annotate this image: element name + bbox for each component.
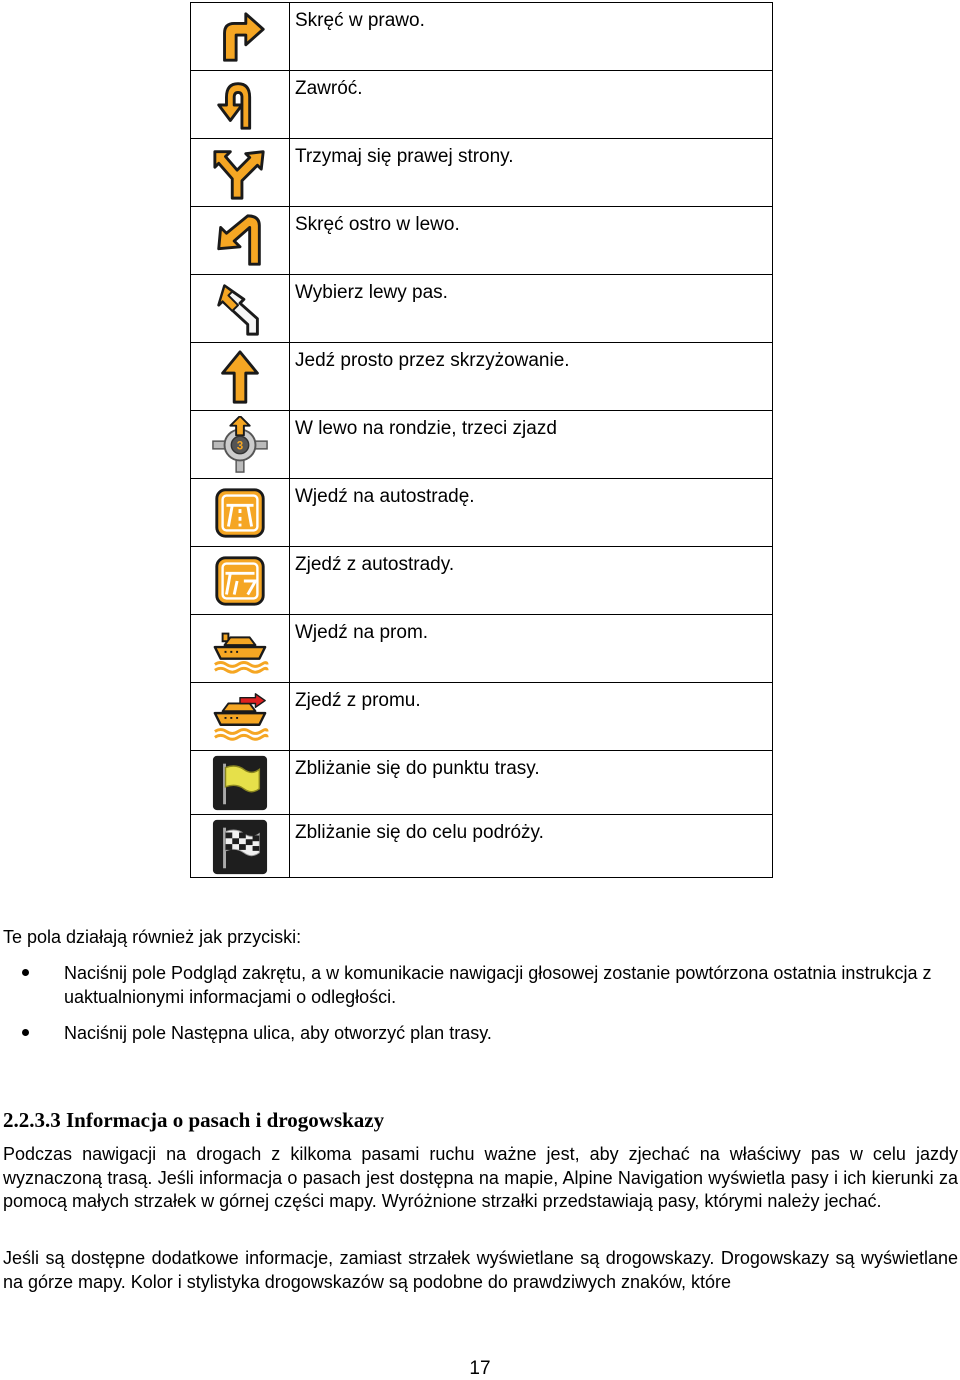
table-row: [191, 3, 772, 71]
waypoint-flag-icon: [211, 754, 269, 812]
table-row: [191, 815, 772, 879]
maneuver-label: Jedź prosto przez skrzyżowanie.: [295, 350, 570, 371]
page-number: 17: [469, 1358, 491, 1379]
list-item: Naciśnij pole Następna ulica, aby otworzyć plan trasy.: [64, 1023, 492, 1043]
motorway-exit-icon: [211, 552, 269, 610]
ferry-enter-icon: [211, 620, 269, 678]
maneuver-label: Trzymaj się prawej strony.: [295, 146, 514, 167]
maneuver-label: Zbliżanie się do punktu trasy.: [295, 758, 540, 779]
section-heading: 2.2.3.3 Informacja o pasach i drogowskazy: [3, 1108, 385, 1132]
maneuver-label: Skręć ostro w lewo.: [295, 214, 460, 235]
ferry-exit-icon: [211, 688, 269, 746]
table-row: [191, 683, 772, 751]
maneuver-table: [190, 2, 773, 878]
roundabout-exit-number: 3: [236, 438, 244, 452]
table-row: [191, 71, 772, 139]
maneuver-label: Wjedź na autostradę.: [295, 486, 475, 507]
body-paragraph: Podczas nawigacji na drogach z kilkoma pasami ruchu ważne jest, aby zjechać na właściwy pas w celu jazdy wyznaczoną trasą. Jeśli informacja o pasach jest dostępna na mapie, Alpine Navigation wyświetla pasy i ich kierunki za pomocą małych strzałek w górnej części mapy. Wyróżnione strzałki przedstawiają pasy, którymi należy jechać.: [3, 1144, 958, 1211]
sharp-left-icon: [211, 212, 269, 270]
keep-right-icon: [211, 144, 269, 202]
table-row: [191, 547, 772, 615]
straight-icon: [211, 348, 269, 406]
table-row: [191, 479, 772, 547]
maneuver-label: Zawróć.: [295, 78, 363, 99]
roundabout-icon: [211, 416, 269, 474]
left-lane-icon: [211, 280, 269, 338]
list-item: Naciśnij pole Podgląd zakrętu, a w komunikacie nawigacji głosowej zostanie powtórzona ostatnia instrukcja z uaktualnionymi informacjami o odległości.: [64, 963, 932, 1007]
u-turn-icon: [211, 76, 269, 134]
table-row: [191, 615, 772, 683]
maneuver-label: W lewo na rondzie, trzeci zjazd: [295, 418, 557, 439]
maneuver-label: Zbliżanie się do celu podróży.: [295, 822, 544, 843]
maneuver-label: Wjedź na prom.: [295, 622, 429, 643]
destination-flag-icon: [211, 818, 269, 876]
bullet-dot: [22, 1029, 29, 1036]
table-row: [191, 751, 772, 815]
table-row: [191, 207, 772, 275]
maneuver-label: Skręć w prawo.: [295, 10, 425, 31]
maneuver-label: Zjedź z autostrady.: [295, 554, 455, 575]
turn-right-icon: [211, 8, 269, 66]
body-paragraph: Jeśli są dostępne dodatkowe informacje, zamiast strzałek wyświetlane są drogowskazy. Drogowskazy są wyświetlane na górze mapy. Kolor i stylistyka drogowskazów są podobne do prawdziwych znaków, które: [3, 1248, 958, 1292]
intro-text: Te pola działają również jak przyciski:: [3, 927, 302, 947]
bullet-dot: [22, 969, 29, 976]
table-row: [191, 411, 772, 479]
motorway-enter-icon: [211, 484, 269, 542]
maneuver-label: Wybierz lewy pas.: [295, 282, 448, 303]
table-row: [191, 139, 772, 207]
table-row: [191, 275, 772, 343]
maneuver-label: Zjedź z promu.: [295, 690, 421, 711]
table-row: [191, 343, 772, 411]
